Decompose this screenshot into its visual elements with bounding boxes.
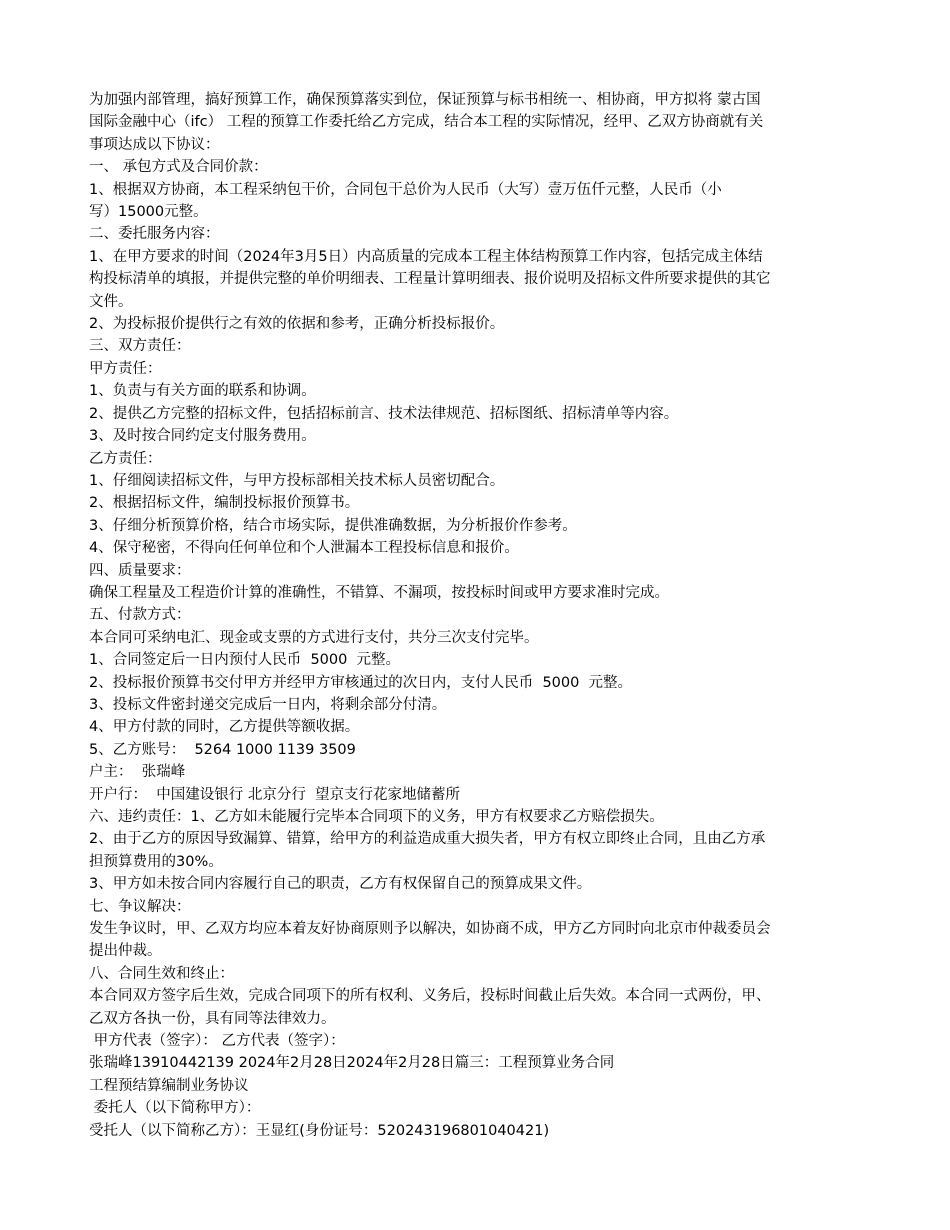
text-line: 事项达成以下协议： — [89, 136, 220, 153]
document-body — [89, 89, 869, 1142]
text-line: 2、根据招标文件，编制投标报价预算书。 — [89, 495, 360, 512]
section-heading: 三、双方责任： — [89, 338, 191, 355]
section-heading: 四、质量要求： — [89, 562, 191, 579]
text-line: 1、合同签定后一日内预付人民币 5000 元整。 — [89, 652, 401, 669]
text-line: 构投标清单的填报，并提供完整的单价明细表、工程量计算明细表、报价说明及招标文件所要求提供的其它 — [89, 271, 771, 288]
text-line: 3、仔细分析预算价格，结合市场实际，提供准确数据，为分析报价作参考。 — [89, 517, 577, 534]
text-line: 1、根据双方协商，本工程采纳包干价，合同包干总价为人民币（大写）壹万伍仟元整，人民币（小 — [89, 181, 722, 198]
text-line: 3、及时按合同约定支付服务费用。 — [89, 428, 316, 445]
subsection-heading: 乙方责任： — [89, 450, 162, 467]
text-line: 3、甲方如未按合同内容履行自己的职责，乙方有权保留自己的预算成果文件。 — [89, 876, 592, 893]
text-line: 为加强内部管理，搞好预算工作，确保预算落实到位，保证预算与标书相统一、相协商，甲方拟将 蒙古国 — [89, 92, 761, 108]
text-line: 2、提供乙方完整的招标文件，包括招标前言、技术法律规范、招标图纸、招标清单等内容。 — [89, 405, 679, 422]
text-line: 2、由于乙方的原因导致漏算、错算，给甲方的利益造成重大损失者，甲方有权立即终止合同，且由乙方承 — [89, 831, 766, 848]
subsection-heading: 甲方责任： — [89, 360, 162, 377]
text-line: 4、保守秘密，不得向任何单位和个人泄漏本工程投标信息和报价。 — [89, 540, 519, 557]
signature-details: 张瑞峰13910442139 2024年2月28日2024年2月28日篇三：工程预算业务合同 — [89, 1055, 615, 1072]
account-holder-line: 户主： 张瑞峰 — [89, 764, 186, 781]
section-heading: 八、合同生效和终止： — [89, 965, 234, 982]
text-line: 国际金融中心（ifc） 工程的预算工作委托给乙方完成，结合本工程的实际情况，经甲、乙双方协商就有关 — [89, 114, 764, 131]
section-heading: 一、 承包方式及合同价款： — [89, 159, 268, 176]
text-line: 1、在甲方要求的时间（2024年3月5日）内高质量的完成本工程主体结构预算工作内容，包括完成主体结 — [89, 248, 763, 265]
text-line: 发生争议时，甲、乙双方均应本着友好协商原则予以解决，如协商不成，甲方乙方同时向北京市仲裁委员会 — [89, 921, 771, 938]
text-line: 本合同双方签字后生效，完成合同项下的所有权利、义务后，投标时间截止后失效。本合同一式两份，甲、 — [89, 988, 771, 1005]
text-line: 1、仔细阅读招标文件，与甲方投标部相关技术标人员密切配合。 — [89, 472, 505, 489]
text-line: 担预算费用的30%。 — [89, 853, 223, 870]
text-line: 提出仲裁。 — [89, 943, 162, 960]
section-heading: 七、争议解决： — [89, 898, 191, 915]
text-line: 乙双方各执一份，具有同等法律效力。 — [89, 1010, 336, 1027]
agreement-title: 工程预结算编制业务协议 — [89, 1077, 249, 1094]
text-line: 2、投标报价预算书交付甲方并经甲方审核通过的次日内，支付人民币 5000 元整。 — [89, 674, 633, 691]
text-line: 确保工程量及工程造价计算的准确性，不错算、不漏项，按投标时间或甲方要求准时完成。 — [89, 584, 669, 601]
text-line: 写）15000元整。 — [89, 204, 208, 221]
section-heading: 六、违约责任：1、乙方如未能履行完毕本合同项下的义务，甲方有权要求乙方赔偿损失。 — [89, 809, 664, 825]
section-heading: 二、委托服务内容： — [89, 226, 220, 243]
account-number-line: 5、乙方账号： 5264 1000 1139 3509 — [89, 741, 356, 758]
text-line: 2、为投标报价提供行之有效的依据和参考，正确分析投标报价。 — [89, 316, 505, 333]
text-line: 文件。 — [89, 293, 133, 310]
agent-line: 受托人（以下简称乙方）：王显红(身份证号：520243196801040421) — [89, 1122, 550, 1139]
text-line: 1、负责与有关方面的联系和协调。 — [89, 383, 316, 400]
section-heading: 五、付款方式： — [89, 607, 191, 624]
principal-line: 委托人（以下简称甲方）： — [89, 1100, 261, 1117]
signature-labels: 甲方代表（签字）： 乙方代表（签字）： — [89, 1033, 345, 1050]
text-line: 3、投标文件密封递交完成后一日内，将剩余部分付清。 — [89, 696, 447, 713]
text-line: 4、甲方付款的同时，乙方提供等额收据。 — [89, 719, 360, 736]
bank-line: 开户行： 中国建设银行 北京分行 望京支行花家地储蓄所 — [89, 786, 461, 803]
text-line: 本合同可采纳电汇、现金或支票的方式进行支付，共分三次支付完毕。 — [89, 629, 539, 646]
